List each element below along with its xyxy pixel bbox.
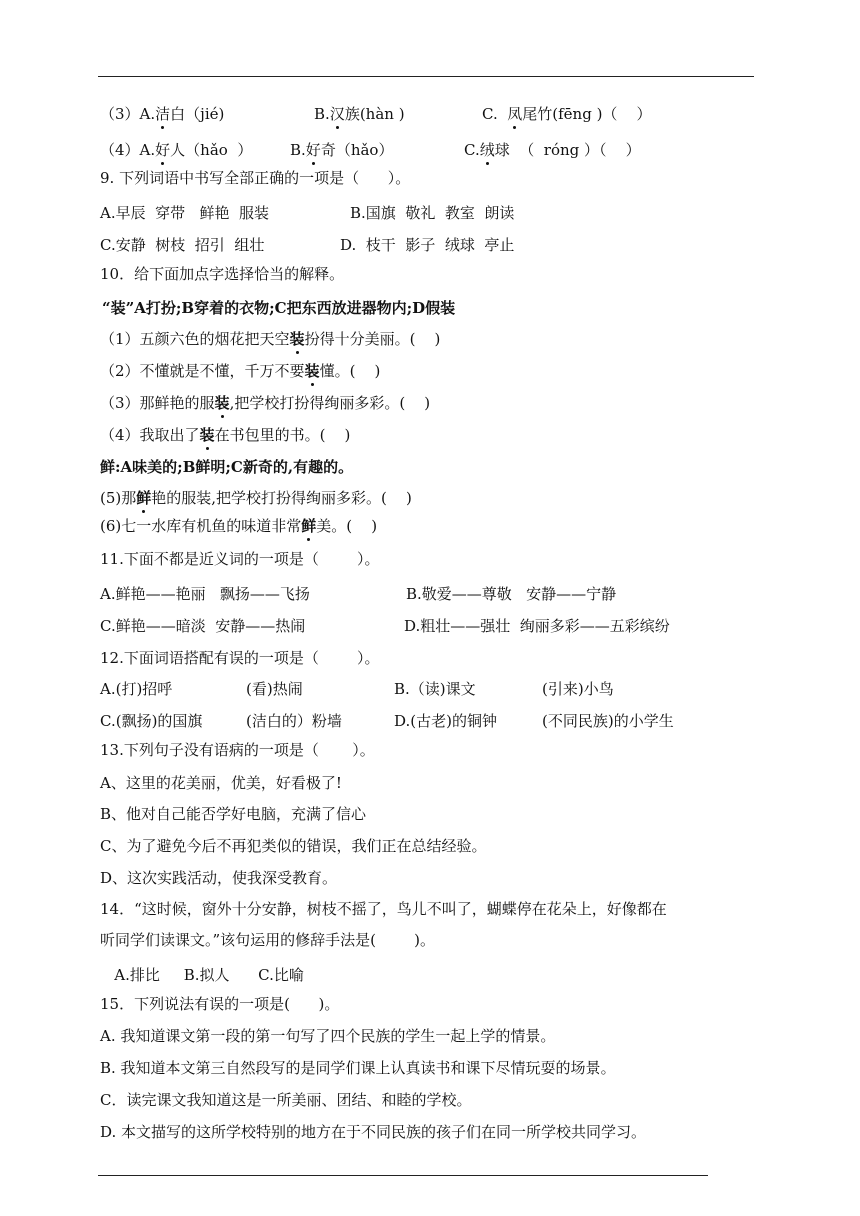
q14-stem-line-1: 14．“这时候，窗外十分安静，树枝不摇了，鸟儿不叫了，蝴蝶停在花朵上，好像都在 bbox=[100, 900, 667, 918]
q13-option-b: B、他对自己能否学好电脑，充满了信心 bbox=[100, 805, 367, 823]
q8-row4-option-c: C.绒球 （ róng ）（ ） bbox=[464, 141, 641, 159]
q11-stem: 11.下面不都是近义词的一项是（ ）。 bbox=[100, 550, 380, 568]
q13-option-d: D、这次实践活动，使我深受教育。 bbox=[100, 869, 338, 887]
q10-sentence-2: （2）不懂就是不懂，千万不要装懂。( ) bbox=[100, 362, 381, 380]
emphasis-dot-char: 好 bbox=[155, 141, 171, 159]
q11-option-b: B.敬爱——尊敬 安静——宁静 bbox=[406, 585, 617, 603]
header-rule bbox=[98, 76, 754, 77]
q10-sentence-4: （4）我取出了装在书包里的书。( ) bbox=[100, 426, 351, 444]
q9-option-c: C.安静 树枝 招引 组壮 bbox=[100, 236, 265, 254]
q10-sentence-5: (5)那鲜艳的服装,把学校打扮得绚丽多彩。( ) bbox=[100, 489, 412, 507]
q8-row3-option-b: B.汉族(hàn ) bbox=[314, 105, 405, 123]
q15-option-c: C．读完课文我知道这是一所美丽、团结、和睦的学校。 bbox=[100, 1091, 472, 1109]
q9-option-b: B.国旗 敬礼 教室 朗读 bbox=[350, 204, 515, 222]
q9-option-a: A.早辰 穿带 鲜艳 服装 bbox=[100, 204, 269, 222]
q11-option-c: C.鲜艳——暗淡 安静——热闹 bbox=[100, 617, 306, 635]
emphasis-dot-char: 汉 bbox=[329, 105, 345, 123]
emphasis-dot-char: 绒 bbox=[479, 141, 495, 159]
q12-stem: 12.下面词语搭配有误的一项是（ ）。 bbox=[100, 649, 380, 667]
q12-option-a1: A.(打)招呼 bbox=[100, 680, 173, 698]
q15-stem: 15．下列说法有误的一项是( )。 bbox=[100, 995, 340, 1013]
q12-option-a2: (看)热闹 bbox=[246, 680, 303, 698]
q13-stem: 13.下列句子没有语病的一项是（ ）。 bbox=[100, 741, 375, 759]
q12-option-b2: (引来)小鸟 bbox=[542, 680, 614, 698]
q11-option-a: A.鲜艳——艳丽 飘扬——飞扬 bbox=[100, 585, 310, 603]
q9-stem: 9. 下列词语中书写全部正确的一项是（ ）。 bbox=[100, 169, 411, 187]
q15-option-d: D. 本文描写的这所学校特别的地方在于不同民族的孩子们在同一所学校共同学习。 bbox=[100, 1123, 647, 1141]
q12-option-b1: B.（读)课文 bbox=[394, 680, 476, 698]
emphasis-dot-char: 装 bbox=[289, 330, 305, 348]
q13-option-c: C、为了避免今后不再犯类似的错误，我们正在总结经验。 bbox=[100, 837, 487, 855]
emphasis-dot-char: 装 bbox=[214, 394, 230, 412]
q10-zhuang-definitions: “装”A打扮;B穿着的衣物;C把东西放进器物内;D假装 bbox=[102, 299, 456, 317]
q10-xian-definitions: 鲜:A味美的;B鲜明;C新奇的,有趣的。 bbox=[100, 458, 354, 476]
footer-rule bbox=[98, 1175, 708, 1176]
emphasis-dot-char: 装 bbox=[199, 426, 215, 444]
q12-option-c2: (洁白的）粉墙 bbox=[246, 712, 342, 730]
q8-row4-option-b: B.好奇（hǎo） bbox=[290, 141, 394, 159]
q9-option-d: D. 枝干 影子 绒球 亭止 bbox=[340, 236, 515, 254]
q14-options: A.排比 B.拟人 C.比喻 bbox=[100, 966, 304, 984]
q13-option-a: A、这里的花美丽，优美，好看极了! bbox=[100, 774, 342, 792]
emphasis-dot-char: 鲜 bbox=[136, 489, 152, 507]
emphasis-dot-char: 洁 bbox=[155, 105, 171, 123]
q12-option-d1: D.(古老)的铜钟 bbox=[394, 712, 497, 730]
q8-row3-option-a: （3）A.洁白（jié) bbox=[100, 105, 225, 123]
q12-option-d2: (不同民族)的小学生 bbox=[542, 712, 674, 730]
q10-sentence-6: (6)七一水库有机鱼的味道非常鲜美。( ) bbox=[100, 517, 378, 535]
q15-option-b: B. 我知道本文第三自然段写的是同学们课上认真读书和课下尽情玩耍的场景。 bbox=[100, 1059, 616, 1077]
q8-row4-option-a: （4）A.好人（hǎo ） bbox=[100, 141, 253, 159]
q11-option-d: D.粗壮——强壮 绚丽多彩——五彩缤纷 bbox=[404, 617, 670, 635]
q10-stem: 10．给下面加点字选择恰当的解释。 bbox=[100, 265, 345, 283]
q12-option-c1: C.(飘扬)的国旗 bbox=[100, 712, 203, 730]
emphasis-dot-char: 鲜 bbox=[301, 517, 317, 535]
emphasis-dot-char: 装 bbox=[304, 362, 320, 380]
emphasis-dot-char: 好 bbox=[305, 141, 321, 159]
q8-row3-option-c: C. 凤尾竹(fēng )（ ） bbox=[482, 105, 652, 123]
q10-sentence-1: （1）五颜六色的烟花把天空装扮得十分美丽。( ) bbox=[100, 330, 441, 348]
q10-sentence-3: （3）那鲜艳的服装,把学校打扮得绚丽多彩。( ) bbox=[100, 394, 431, 412]
emphasis-dot-char: 凤 bbox=[507, 105, 523, 123]
q14-stem-line-2: 听同学们读课文。”该句运用的修辞手法是( )。 bbox=[100, 931, 436, 949]
q15-option-a: A. 我知道课文第一段的第一句写了四个民族的学生一起上学的情景。 bbox=[100, 1027, 556, 1045]
